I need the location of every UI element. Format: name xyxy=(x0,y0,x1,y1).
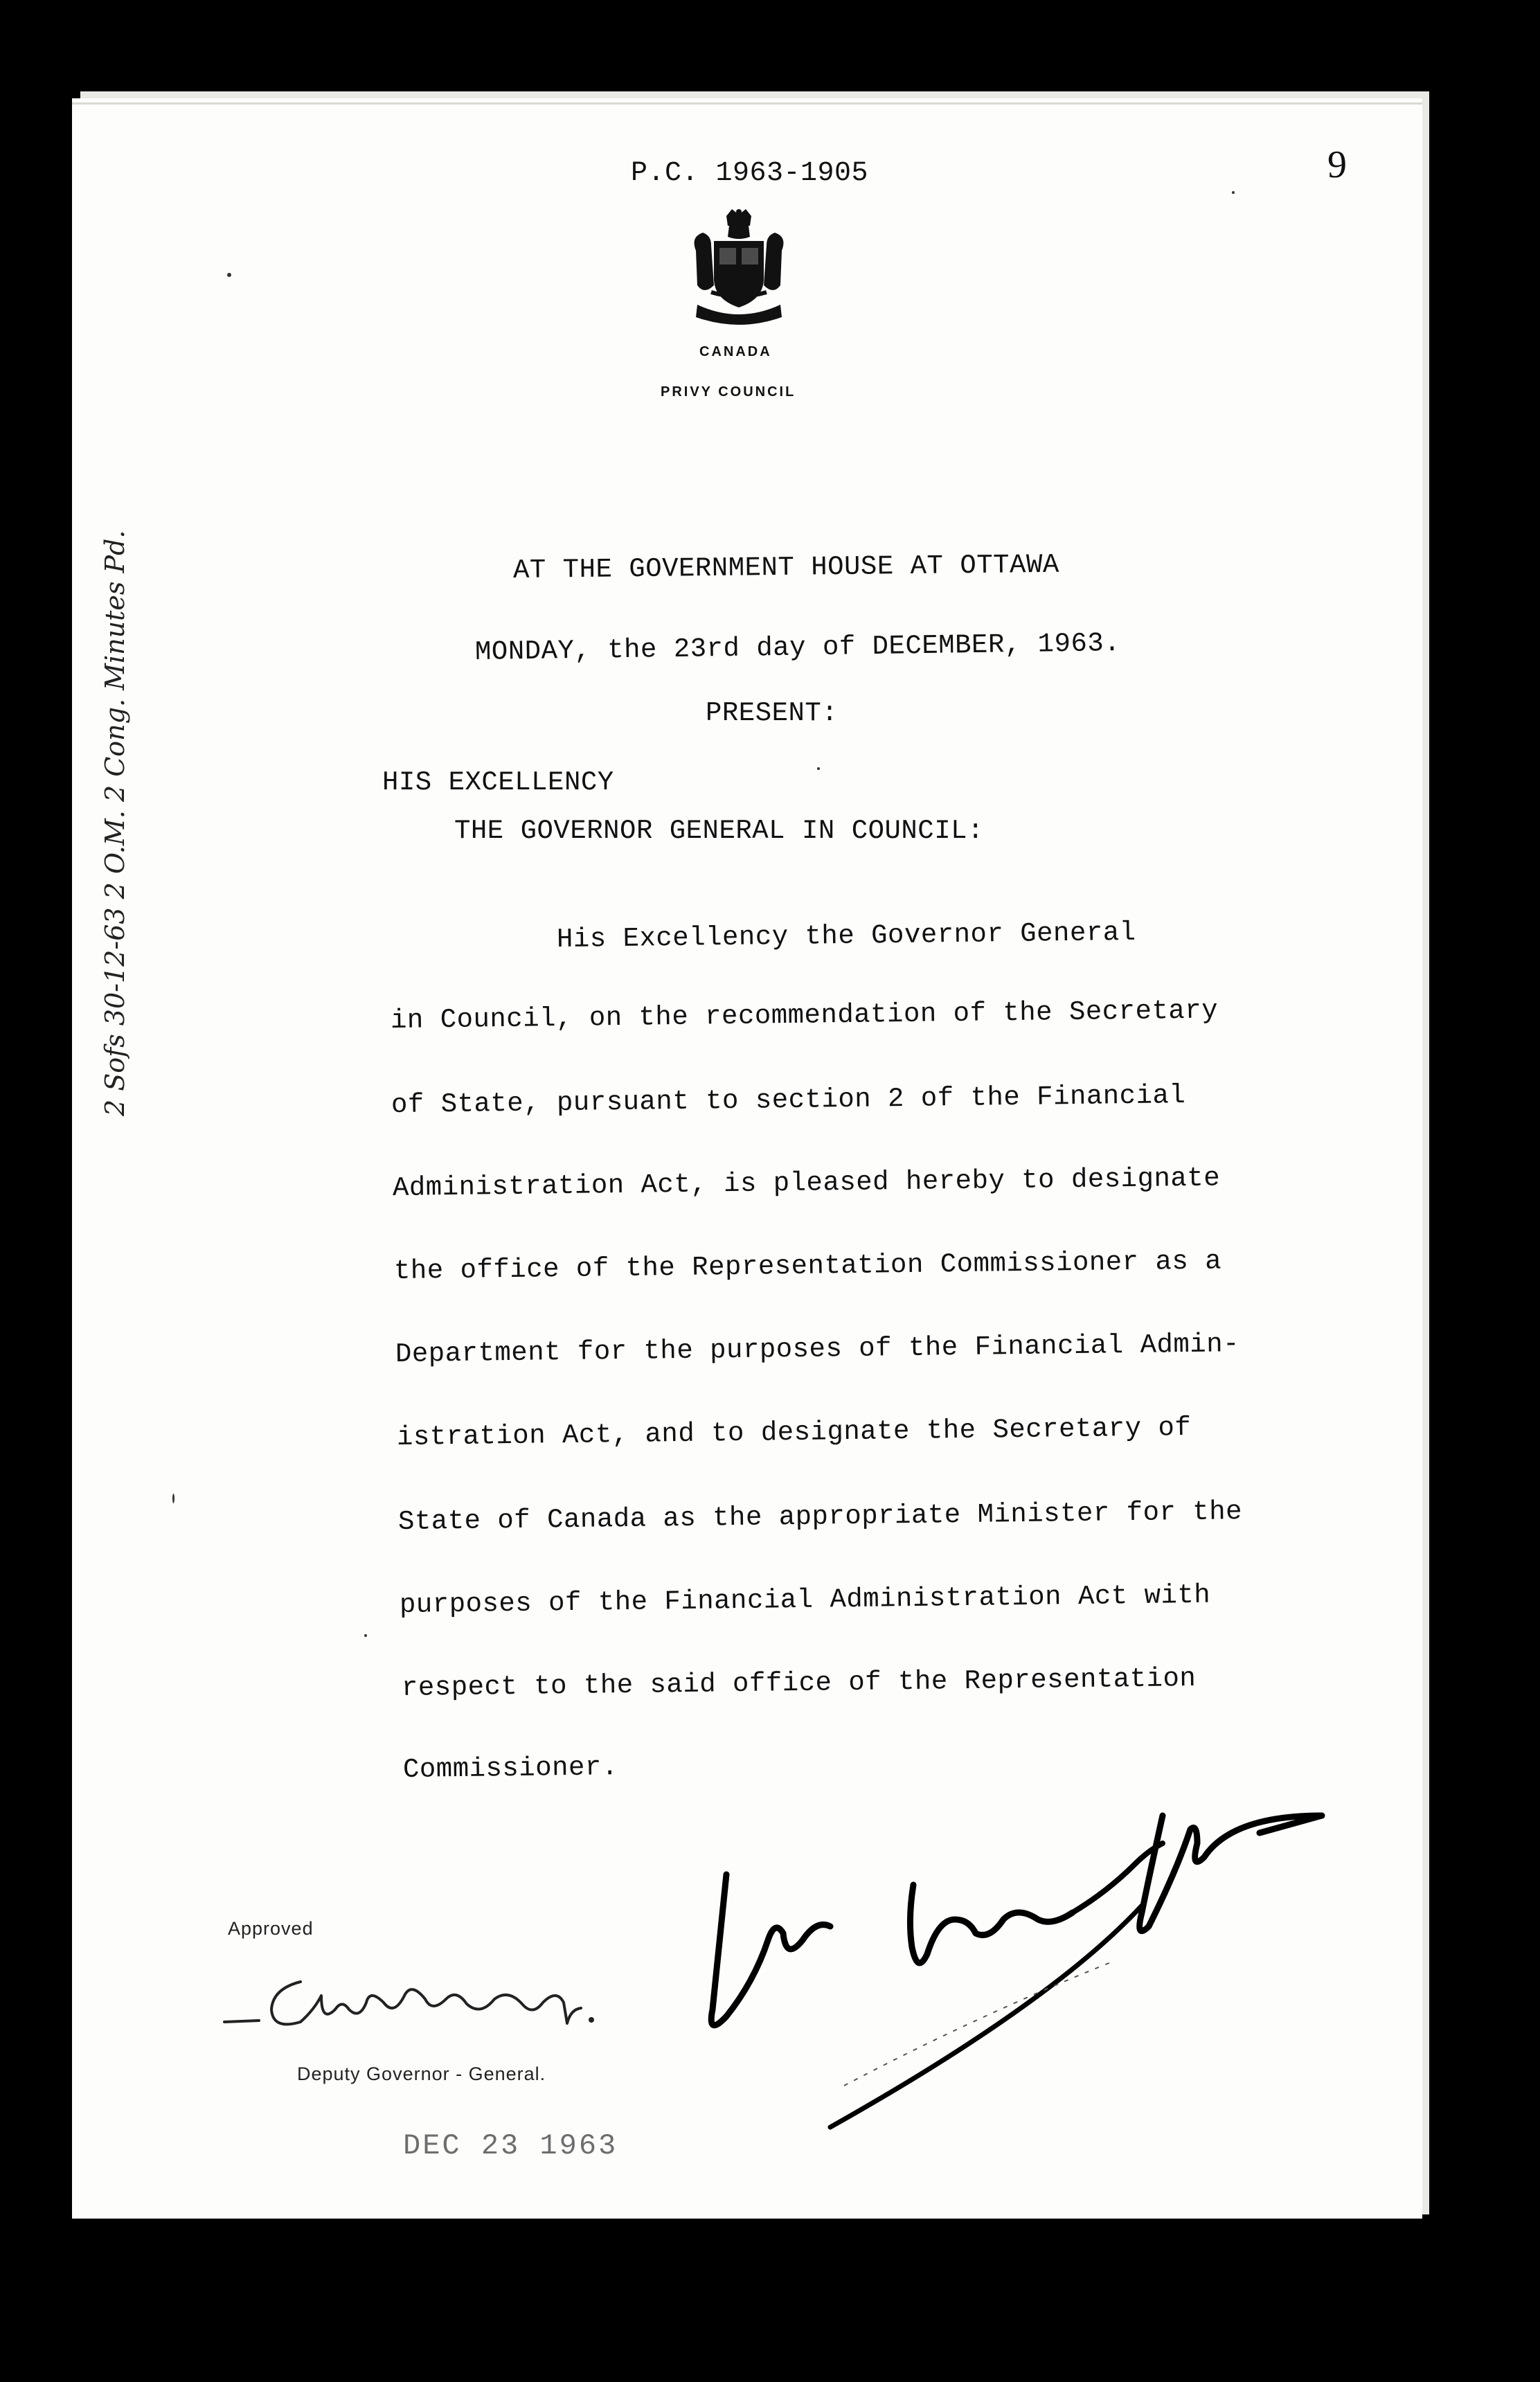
handwritten-margin-note: 2 Sofs 30-12-63 2 O.M. 2 Cong. Minutes Pd. xyxy=(100,530,130,1116)
present-line: PRESENT: xyxy=(706,698,839,728)
order-text-line: His Excellency the Governor General xyxy=(556,917,1136,955)
document-page xyxy=(72,98,1422,2219)
order-text-line: Administration Act, is pleased hereby to designate xyxy=(392,1163,1221,1203)
order-text-line: the office of the Representation Commissioner as a xyxy=(393,1246,1222,1287)
order-text-line: Department for the purposes of the Financial Admin- xyxy=(395,1329,1240,1370)
order-text-line: Commissioner. xyxy=(402,1752,618,1785)
privy-council-label: PRIVY COUNCIL xyxy=(661,384,796,400)
paper-speck xyxy=(364,1634,367,1637)
page-top-edge xyxy=(72,102,1422,105)
order-text-line: purposes of the Financial Administration Act with xyxy=(399,1579,1211,1620)
canada-coat-of-arms-icon xyxy=(683,209,794,330)
deputy-governor-signature xyxy=(217,1961,702,2051)
date-line: MONDAY, the 23rd day of DECEMBER, 1963. xyxy=(474,627,1121,668)
order-text-line: State of Canada as the appropriate Minister for the xyxy=(397,1496,1243,1537)
order-text-line: respect to the said office of the Representation xyxy=(401,1663,1197,1703)
location-line: AT THE GOVERNMENT HOUSE AT OTTAWA xyxy=(512,549,1060,586)
paper-speck xyxy=(817,767,820,770)
governor-general-signature xyxy=(664,1712,1357,2141)
order-number: P.C. 1963-1905 xyxy=(631,158,869,189)
country-label: CANADA xyxy=(699,344,772,359)
order-text-line: in Council, on the recommendation of the Secretary xyxy=(390,995,1219,1036)
governor-in-council-line: THE GOVERNOR GENERAL IN COUNCIL: xyxy=(454,816,984,846)
approved-label: Approved xyxy=(228,1918,314,1939)
deputy-governor-title: Deputy Governor - General. xyxy=(297,2063,546,2084)
paper-speck xyxy=(227,273,231,277)
paper-speck xyxy=(172,1494,174,1503)
page-number: 9 xyxy=(1327,143,1347,186)
his-excellency-line: HIS EXCELLENCY xyxy=(382,767,614,798)
order-text-line: istration Act, and to designate the Secretary of xyxy=(396,1412,1192,1453)
paper-speck xyxy=(1232,191,1235,194)
date-stamp: DEC 23 1963 xyxy=(403,2129,618,2162)
order-text-line: of State, pursuant to section 2 of the Financial xyxy=(391,1080,1186,1120)
